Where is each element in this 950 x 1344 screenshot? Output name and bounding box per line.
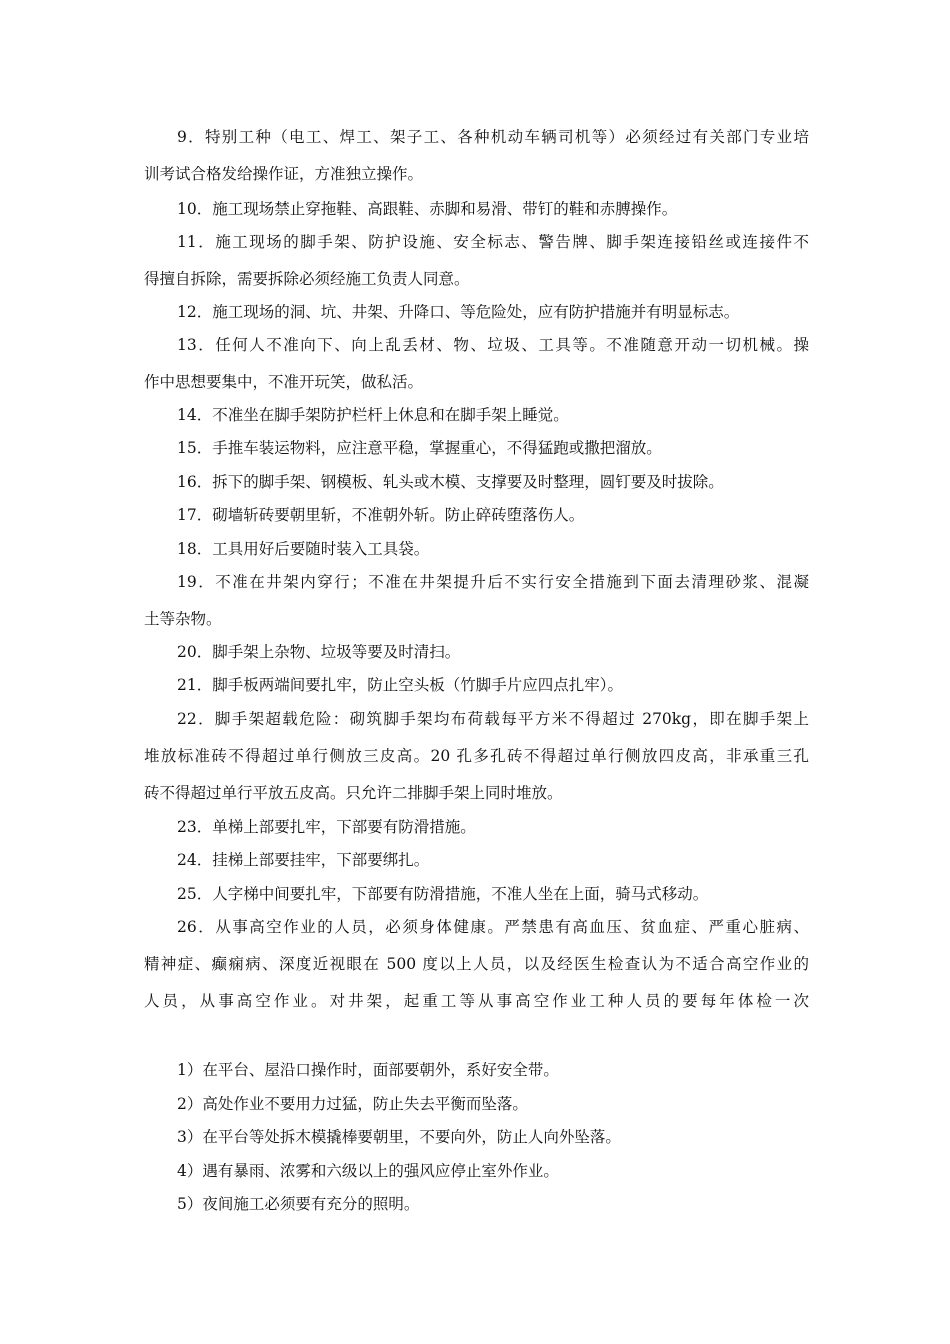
paragraph-line: 18．工具用好后要随时装入工具袋。 bbox=[177, 540, 430, 558]
paragraph-line: 17．砌墙斩砖要朝里斩，不准朝外斩。防止碎砖堕落伤人。 bbox=[177, 506, 585, 524]
paragraph-12 bbox=[144, 294, 809, 331]
paragraph-26 bbox=[144, 909, 809, 1020]
paragraph-20 bbox=[144, 634, 809, 671]
paragraph-line: 22．脚手架超载危险：砌筑脚手架均布荷载每平方米不得超过 270kg，即在脚手架上 bbox=[177, 710, 809, 728]
sub-item-5: 5）夜间施工必须要有充分的照明。 bbox=[177, 1195, 420, 1213]
paragraph-18 bbox=[144, 531, 809, 568]
paragraph-line: 训考试合格发给操作证，方准独立操作。 bbox=[144, 165, 424, 183]
paragraph-line: 得擅自拆除，需要拆除必须经施工负责人同意。 bbox=[144, 270, 470, 288]
paragraph-line: 13．任何人不准向下、向上乱丢材、物、垃圾、工具等。不准随意开动一切机械。操 bbox=[177, 336, 809, 354]
paragraph-24 bbox=[144, 842, 809, 879]
paragraph-line: 人员，从事高空作业。对井架，起重工等从事高空作业工种人员的要每年体检一次 bbox=[144, 992, 809, 1010]
paragraph-13 bbox=[144, 327, 809, 401]
paragraph-line: 21．脚手板两端间要扎牢，防止空头板（竹脚手片应四点扎牢）。 bbox=[177, 676, 623, 694]
paragraph-10 bbox=[144, 191, 809, 228]
paragraph-14 bbox=[144, 397, 809, 434]
paragraph-19 bbox=[144, 564, 809, 638]
paragraph-17 bbox=[144, 497, 809, 534]
paragraph-line: 10．施工现场禁止穿拖鞋、高跟鞋、赤脚和易滑、带钉的鞋和赤膊操作。 bbox=[177, 200, 678, 218]
paragraph-line: 14．不准坐在脚手架防护栏杆上休息和在脚手架上睡觉。 bbox=[177, 406, 569, 424]
paragraph-9 bbox=[144, 119, 809, 193]
paragraph-16 bbox=[144, 464, 809, 501]
paragraph-line: 11．施工现场的脚手架、防护设施、安全标志、警告牌、脚手架连接铅丝或连接件不 bbox=[177, 233, 809, 251]
paragraph-line: 15．手推车装运物料，应注意平稳，掌握重心，不得猛跑或撒把溜放。 bbox=[177, 439, 662, 457]
paragraph-line: 9．特别工种（电工、焊工、架子工、各种机动车辆司机等）必须经过有关部门专业培 bbox=[177, 128, 809, 146]
paragraph-line: 24．挂梯上部要挂牢，下部要绑扎。 bbox=[177, 851, 430, 869]
sub-item-3: 3）在平台等处拆木模撬棒要朝里，不要向外，防止人向外坠落。 bbox=[177, 1128, 621, 1146]
paragraph-line: 16．拆下的脚手架、钢模板、轧头或木模、支撑要及时整理，圆钉要及时拔除。 bbox=[177, 473, 724, 491]
paragraph-line: 26．从事高空作业的人员，必须身体健康。严禁患有高血压、贫血症、严重心脏病、 bbox=[177, 918, 809, 936]
paragraph-22 bbox=[144, 701, 809, 812]
paragraph-line: 精神症、癫痫病、深度近视眼在 500 度以上人员，以及经医生检查认为不适合高空作业的 bbox=[144, 955, 809, 973]
paragraph-11 bbox=[144, 224, 809, 298]
paragraph-line: 19．不准在井架内穿行；不准在井架提升后不实行安全措施到下面去清理砂浆、混凝 bbox=[177, 573, 809, 591]
paragraph-25 bbox=[144, 876, 809, 913]
paragraph-21 bbox=[144, 667, 809, 704]
paragraph-line: 25．人字梯中间要扎牢，下部要有防滑措施，不准人坐在上面，骑马式移动。 bbox=[177, 885, 709, 903]
sub-item-1: 1）在平台、屋沿口操作时，面部要朝外，系好安全带。 bbox=[177, 1061, 559, 1079]
paragraph-line: 作中思想要集中，不准开玩笑，做私活。 bbox=[144, 373, 424, 391]
paragraph-line: 砖不得超过单行平放五皮高。只允许二排脚手架上同时堆放。 bbox=[144, 784, 563, 802]
paragraph-line: 堆放标准砖不得超过单行侧放三皮高。20 孔多孔砖不得超过单行侧放四皮高，非承重三孔 bbox=[144, 747, 809, 765]
paragraph-line: 土等杂物。 bbox=[144, 610, 222, 628]
paragraph-line: 20．脚手架上杂物、垃圾等要及时清扫。 bbox=[177, 643, 461, 661]
sub-item-4: 4）遇有暴雨、浓雾和六级以上的强风应停止室外作业。 bbox=[177, 1162, 559, 1180]
sub-item-2: 2）高处作业不要用力过猛，防止失去平衡而坠落。 bbox=[177, 1095, 528, 1113]
paragraph-15 bbox=[144, 430, 809, 467]
paragraph-23 bbox=[144, 809, 809, 846]
paragraph-line: 23．单梯上部要扎牢，下部要有防滑措施。 bbox=[177, 818, 476, 836]
paragraph-line: 12．施工现场的洞、坑、井架、升降口、等危险处，应有防护措施并有明显标志。 bbox=[177, 303, 740, 321]
